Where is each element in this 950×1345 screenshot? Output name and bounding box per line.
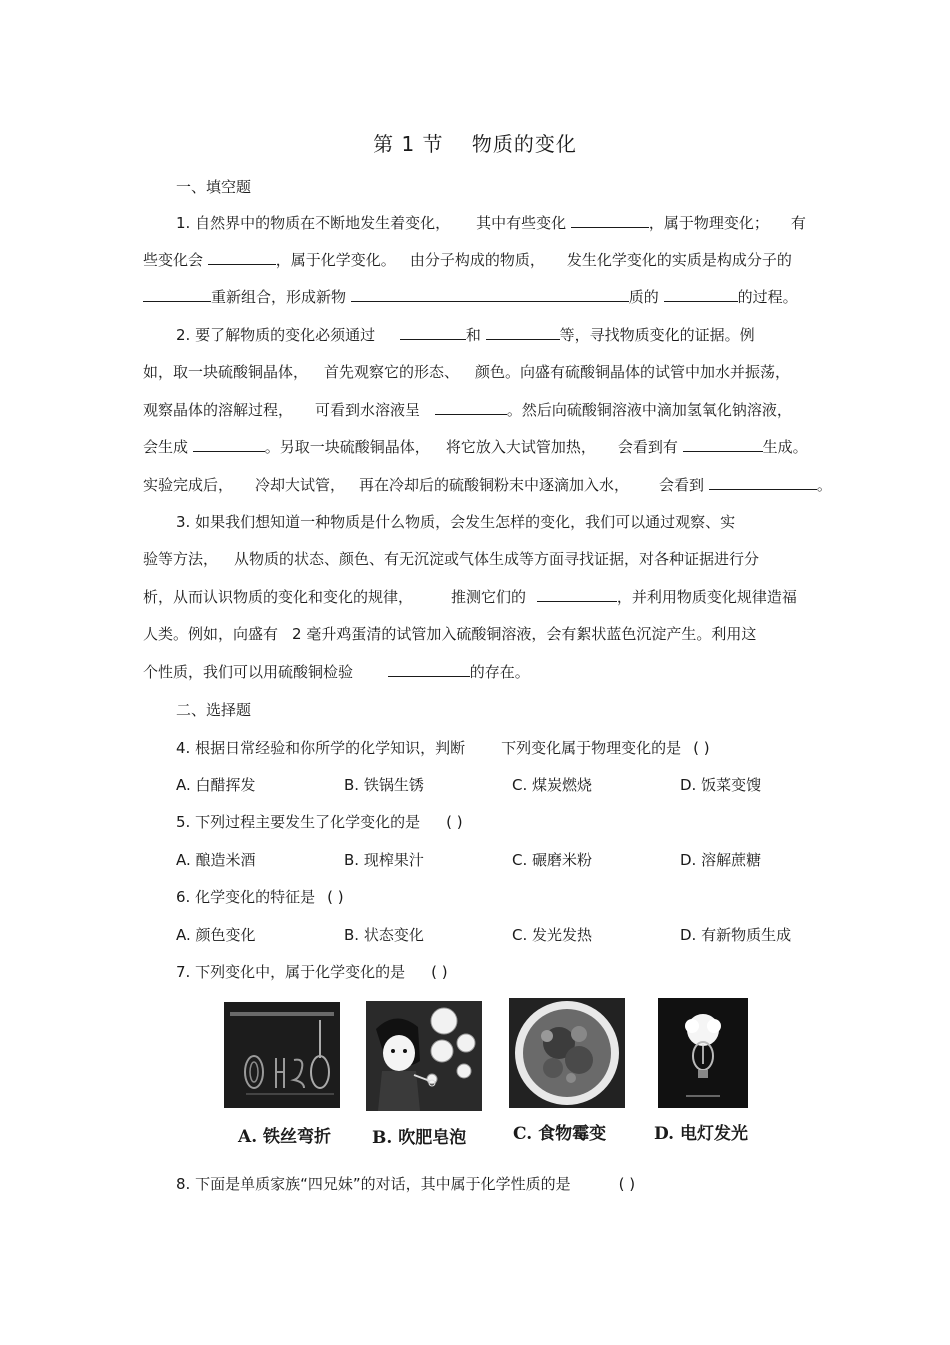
q5-stem: 5. 下列过程主要发生了化学变化的是 ( ) — [176, 813, 463, 831]
q6-stem: 6. 化学变化的特征是 ( ) — [176, 888, 344, 906]
q6-option-a[interactable]: A. 颜色变化 — [176, 926, 256, 944]
answer-blank[interactable] — [208, 249, 276, 265]
answer-blank[interactable] — [486, 324, 560, 340]
q3-line-5: 个性质，我们可以用硫酸铜检验 的存在。 — [143, 663, 530, 681]
q8-stem: 8. 下面是单质家族“四兄妹”的对话，其中属于化学性质的是 ( ) — [176, 1175, 636, 1193]
q4-option-a[interactable]: A. 白醋挥发 — [176, 776, 256, 794]
answer-paren[interactable]: ( ) — [431, 963, 448, 981]
section-fill-in: 一、填空题 — [176, 178, 252, 196]
q5-option-b[interactable]: B. 现榨果汁 — [344, 851, 424, 869]
answer-blank[interactable] — [143, 286, 211, 302]
answer-blank[interactable] — [400, 324, 466, 340]
q2-line-5: 实验完成后， 冷却大试管， 再在冷却后的硫酸铜粉末中逐滴加入水， 会看到 。 — [143, 476, 832, 494]
q1-line-1: 1. 自然界中的物质在不断地发生着变化， 其中有些变化 ，属于物理变化； 有 — [176, 214, 806, 232]
q7-caption-a: A. 铁丝弯折 — [238, 1127, 332, 1147]
q7-caption-c: C. 食物霉变 — [513, 1124, 607, 1144]
q3-line-4: 人类。例如，向盛有 2 毫升鸡蛋清的试管加入硫酸铜溶液，会有絮状蓝色沉淀产生。利用这 — [143, 625, 757, 643]
answer-blank[interactable] — [683, 436, 763, 452]
q3-line-3: 析，从而认识物质的变化和变化的规律， 推测它们的 ，并利用物质变化规律造福 — [143, 588, 797, 606]
answer-paren[interactable]: ( ) — [446, 813, 463, 831]
answer-blank[interactable] — [537, 586, 617, 602]
answer-paren[interactable]: ( ) — [618, 1175, 636, 1193]
image-blowing-bubbles[interactable] — [366, 1001, 482, 1111]
answer-blank[interactable] — [709, 474, 817, 490]
q2-line-4: 会生成 。另取一块硫酸铜晶体， 将它放入大试管加热， 会看到有 生成。 — [143, 438, 808, 456]
answer-blank[interactable] — [435, 399, 507, 415]
image-lamp-glowing[interactable] — [658, 998, 748, 1108]
image-iron-wire-bending[interactable] — [224, 1002, 340, 1108]
q3-line-1: 3. 如果我们想知道一种物质是什么物质，会发生怎样的变化，我们可以通过观察、实 — [176, 513, 736, 531]
q6-option-d[interactable]: D. 有新物质生成 — [680, 926, 792, 944]
image-food-mold[interactable] — [509, 998, 625, 1108]
q4-stem: 4. 根据日常经验和你所学的化学知识，判断 下列变化属于物理变化的是 ( ) — [176, 739, 710, 757]
q2-line-1: 2. 要了解物质的变化必须通过 和 等，寻找物质变化的证据。例 — [176, 326, 755, 344]
q3-line-2: 验等方法， 从物质的状态、颜色、有无沉淀或气体生成等方面寻找证据，对各种证据进行分 — [143, 550, 760, 568]
answer-blank[interactable] — [193, 436, 265, 452]
answer-paren[interactable]: ( ) — [327, 888, 344, 906]
q4-option-c[interactable]: C. 煤炭燃烧 — [512, 776, 593, 794]
q4-option-d[interactable]: D. 饭菜变馊 — [680, 776, 762, 794]
q1-line-3: 重新组合，形成新物 质的 的过程。 — [143, 286, 798, 308]
q7-stem: 7. 下列变化中，属于化学变化的是 ( ) — [176, 963, 448, 981]
q7-caption-d: D. 电灯发光 — [654, 1124, 748, 1144]
q5-option-c[interactable]: C. 碾磨米粉 — [512, 851, 593, 869]
answer-blank[interactable] — [571, 212, 649, 228]
q4-option-b[interactable]: B. 铁锅生锈 — [344, 776, 424, 794]
answer-paren[interactable]: ( ) — [693, 739, 710, 757]
q6-option-c[interactable]: C. 发光发热 — [512, 926, 593, 944]
q5-option-d[interactable]: D. 溶解蔗糖 — [680, 851, 762, 869]
q6-option-b[interactable]: B. 状态变化 — [344, 926, 424, 944]
q1-line-2: 些变化会 ，属于化学变化。 由分子构成的物质， 发生化学变化的实质是构成分子的 — [143, 251, 792, 269]
q2-line-3: 观察晶体的溶解过程， 可看到水溶液呈 。然后向硫酸铜溶液中滴加氢氧化钠溶液， — [143, 401, 792, 419]
q5-option-a[interactable]: A. 酿造米酒 — [176, 851, 256, 869]
answer-blank[interactable] — [388, 661, 470, 677]
q7-caption-b: B. 吹肥皂泡 — [372, 1128, 467, 1148]
q2-line-2: 如，取一块硫酸铜晶体， 首先观察它的形态、 颜色。向盛有硫酸铜晶体的试管中加水并振荡， — [143, 363, 791, 381]
page-title: 第 1 节 物质的变化 — [373, 132, 577, 156]
answer-blank[interactable] — [664, 286, 738, 302]
answer-blank[interactable] — [351, 286, 629, 302]
section-multiple-choice: 二、选择题 — [176, 701, 252, 719]
